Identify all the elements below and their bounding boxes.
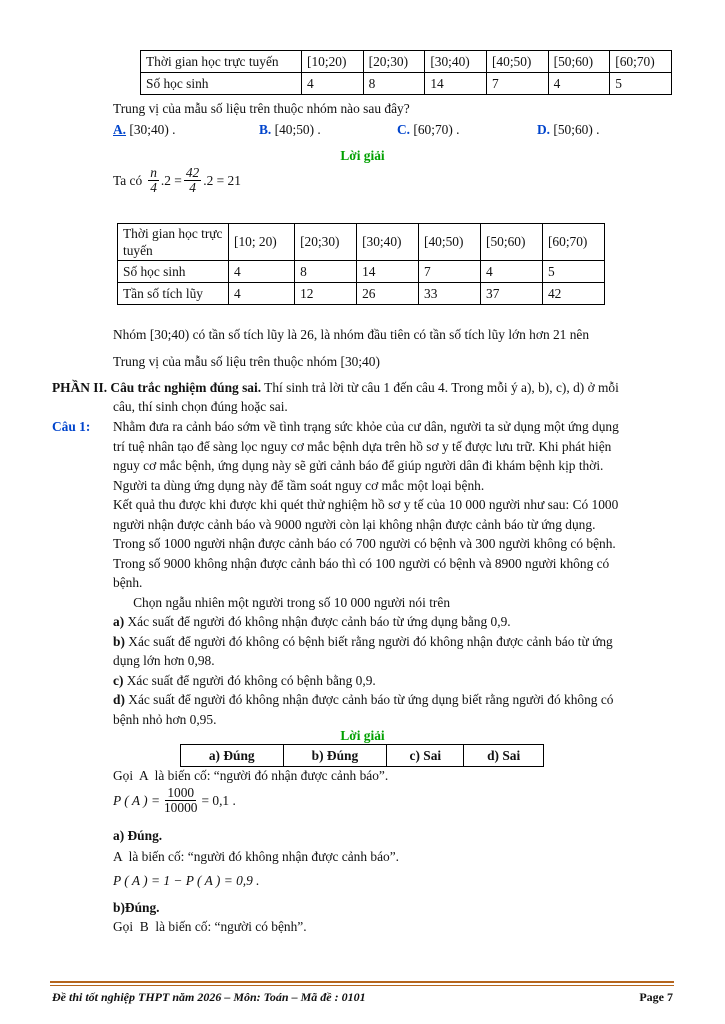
fraction-numerator: 42 (185, 165, 200, 180)
table-row (118, 261, 605, 283)
value-cell: 8 (363, 73, 425, 95)
solution-title-2: Lời giải (340, 728, 385, 743)
value-cell: 4 (548, 73, 610, 95)
statement-d (113, 690, 613, 709)
fraction-denominator: 10000 (163, 800, 198, 815)
statement-b (113, 632, 613, 651)
question-text: Trung vị của mẫu số liệu trên thuộc nhóm nào sau đây? (113, 101, 410, 116)
answer-a-heading: a) Đúng. (113, 828, 163, 843)
formula-right: = 0,1 . (201, 792, 236, 808)
table-frequency (140, 50, 672, 95)
value-cell: 42 (542, 283, 604, 305)
part2-heading (52, 378, 619, 397)
statement-text: Xác suất để người đó không có bệnh bằng 0,9. (126, 672, 376, 688)
value-cell: 26 (357, 283, 419, 305)
interval-cell: [50;60) (481, 224, 543, 261)
value-cell: 7 (486, 73, 548, 95)
statement-text: Xác suất để người đó không có bệnh biết rằng người đó không nhận được cảnh báo từ ứng (128, 633, 613, 649)
part2-text-2: câu, thí sinh chọn đúng hoặc sai. (113, 399, 288, 414)
interval-cell: [60;70) (542, 224, 604, 261)
question-1-label: Câu 1: (52, 419, 91, 434)
value-cell: 5 (610, 73, 672, 95)
question-line: bệnh. (113, 575, 143, 590)
part2-title: PHẦN II. Câu trắc nghiệm đúng sai. (52, 380, 262, 395)
table-header-cell: Thời gian học trực tuyến (141, 51, 302, 73)
fraction-n-over-4 (148, 166, 159, 195)
interval-cell: [30;40) (357, 224, 419, 261)
row-label: Tần số tích lũy (118, 283, 229, 305)
answer-table (180, 744, 544, 767)
option-c[interactable] (397, 120, 460, 139)
value-cell: 4 (229, 261, 295, 283)
question-line: Chọn ngẫu nhiên một người trong số 10 000 người nói trên (113, 594, 451, 610)
interval-cell: [10; 20) (229, 224, 295, 261)
question-line: trí tuệ nhân tạo để sàng lọc nguy cơ mắc bệnh dựa trên hồ sơ y tế được lưu trữ. Khi phát hiện (113, 438, 612, 454)
footer-title: Đề thi tốt nghiệp THPT năm 2026 – Môn: Toán – Mã đề : 0101 (52, 990, 366, 1004)
option-text: [50;60) . (553, 122, 600, 137)
statement-a (113, 612, 511, 631)
interval-cell: [20;30) (295, 224, 357, 261)
question-line: Trong số 9000 không nhận được cảnh báo thì có 100 người có bệnh và 8900 người không có (113, 555, 610, 571)
value-cell: 4 (481, 261, 543, 283)
fraction-42-over-4 (184, 166, 201, 195)
value-cell: 33 (419, 283, 481, 305)
option-letter: D. (537, 122, 551, 137)
answer-cell: c) Sai (387, 745, 464, 767)
probability-a-bar: P ( A ) = 1 − P ( A ) = 0,9 . (113, 873, 260, 888)
value-cell: 14 (425, 73, 487, 95)
definition-a-bar: A là biến cố: “người đó không nhận được cảnh báo”. (113, 849, 400, 864)
value-cell: 37 (481, 283, 543, 305)
option-text: [60;70) . (413, 122, 460, 137)
fraction-numerator: n (150, 165, 157, 180)
table-cumulative (117, 223, 605, 305)
definition-b: Gọi B là biến cố: “người có bệnh”. (113, 919, 307, 934)
option-letter: A. (113, 122, 127, 137)
statement-label: c) (113, 672, 124, 688)
option-text: [30;40) . (129, 122, 176, 137)
answer-cell: d) Sai (464, 745, 544, 767)
explanation-line-2: Trung vị của mẫu số liệu trên thuộc nhóm [30;40) (113, 354, 380, 369)
formula-mult: .2 = (160, 172, 182, 188)
question-line: người nhận được cảnh báo và 9000 người còn lại không nhận được cảnh báo từ ứng dụng. (113, 516, 596, 532)
value-cell: 14 (357, 261, 419, 283)
formula-left: P ( A ) = (113, 792, 160, 808)
explanation-line-1: Nhóm [30;40) có tần số tích lũy là 26, là nhóm đầu tiên có tần số tích lũy lớn hơn 21 nên (113, 327, 590, 342)
table-row (141, 51, 672, 73)
option-b[interactable] (259, 120, 321, 139)
question-line: Người ta dùng ứng dụng này để tầm soát nguy cơ mắc một loại bệnh. (113, 477, 485, 493)
value-cell: 4 (302, 73, 364, 95)
value-cell: 4 (229, 283, 295, 305)
page-number: Page 7 (639, 990, 673, 1004)
value-cell: 12 (295, 283, 357, 305)
solution-title: Lời giải (340, 148, 385, 163)
option-letter: C. (397, 122, 411, 137)
definition-a: Gọi A là biến cố: “người đó nhận được cảnh báo”. (113, 768, 389, 783)
statement-label: a) (113, 614, 125, 629)
fraction-1000-over-10000 (162, 786, 199, 815)
value-cell: 5 (542, 261, 604, 283)
row-label: Số học sinh (141, 73, 302, 95)
interval-cell: [60;70) (610, 51, 672, 73)
formula-line (113, 166, 241, 195)
option-a[interactable] (113, 120, 176, 139)
value-cell: 7 (419, 261, 481, 283)
row-label: Số học sinh (118, 261, 229, 283)
interval-cell: [40;50) (486, 51, 548, 73)
statement-label: d) (113, 692, 125, 707)
table-row (118, 224, 605, 261)
footer-rule-thin (50, 985, 674, 986)
option-text: [40;50) . (274, 122, 321, 137)
formula-prefix: Ta có (113, 172, 143, 188)
value-cell: 8 (295, 261, 357, 283)
table-row (118, 283, 605, 305)
part2-text: Thí sinh trả lời từ câu 1 đến câu 4. Trong mỗi ý a), b), c), d) ở mỗi (261, 380, 619, 395)
statement-text-cont: bệnh nhỏ hơn 0,95. (113, 711, 217, 727)
statement-text: Xác suất để người đó không nhận được cảnh báo từ ứng dụng biết rằng người đó không có (128, 692, 614, 707)
table-row (181, 745, 544, 767)
answer-cell: a) Đúng (181, 745, 284, 767)
statement-text: Xác suất để người đó không nhận được cảnh báo từ ứng dụng bằng 0,9. (127, 614, 511, 629)
probability-a (113, 786, 236, 815)
statement-text-cont: dụng lớn hơn 0,98. (113, 653, 215, 668)
interval-cell: [30;40) (425, 51, 487, 73)
formula-tail: .2 = 21 (203, 172, 241, 188)
interval-cell: [20;30) (363, 51, 425, 73)
answer-b-heading: b)Đúng. (113, 900, 160, 915)
statement-label: b) (113, 633, 125, 649)
option-letter: B. (259, 122, 272, 137)
interval-cell: [10;20) (302, 51, 364, 73)
option-d[interactable] (537, 120, 600, 139)
interval-cell: [40;50) (419, 224, 481, 261)
question-line: nguy cơ mắc bệnh, ứng dụng này sẽ gửi cảnh báo để giúp người dân đi khám bệnh kịp thời. (113, 458, 604, 473)
table-row (141, 73, 672, 95)
question-line: Nhằm đưa ra cảnh báo sớm về tình trạng sức khỏe của cư dân, người ta sử dụng một ứng dụng (113, 419, 619, 434)
answer-cell: b) Đúng (283, 745, 387, 767)
question-line: Trong số 1000 người nhận được cảnh báo có 700 người có bệnh và 300 người không có bệnh. (113, 536, 616, 551)
fraction-denominator: 4 (189, 180, 196, 195)
interval-cell: [50;60) (548, 51, 610, 73)
statement-c (113, 671, 376, 690)
question-line: Kết quả thu được khi được khi quét thử nghiệm hồ sơ y tế của 10 000 người như sau: Có 1000 (113, 497, 619, 512)
table-header-cell: Thời gian học trực tuyến (118, 224, 229, 261)
fraction-denominator: 4 (150, 180, 157, 195)
footer-rule (50, 981, 674, 983)
fraction-numerator: 1000 (167, 785, 195, 800)
